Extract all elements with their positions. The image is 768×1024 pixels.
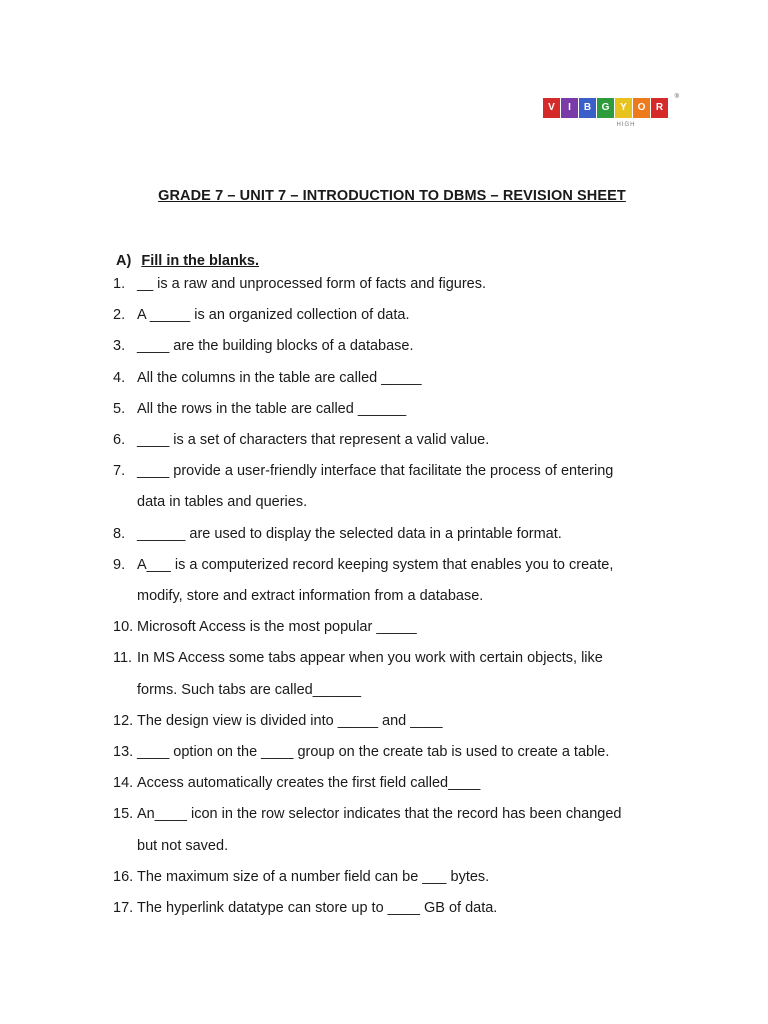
- logo-tile: R: [651, 98, 668, 118]
- question-text: but not saved.: [137, 837, 229, 854]
- section-heading: [116, 253, 259, 269]
- question-text: All the rows in the table are called ______: [137, 400, 407, 417]
- question-text: ______ are used to display the selected data in a printable format.: [137, 525, 562, 542]
- question-text: ____ provide a user-friendly interface that facilitate the process of entering: [137, 463, 614, 480]
- question-text: __ is a raw and unprocessed form of facts and figures.: [137, 276, 486, 292]
- question-number: 11.: [113, 650, 133, 667]
- question-number: 8.: [113, 525, 126, 542]
- question-number: 16.: [113, 868, 134, 885]
- question-number: 2.: [113, 307, 126, 324]
- question-text: data in tables and queries.: [137, 494, 308, 511]
- logo-tile: G: [597, 98, 614, 118]
- question-text: The hyperlink datatype can store up to ____ GB of data.: [137, 900, 498, 916]
- question-number: 9.: [113, 556, 126, 573]
- question-text: ____ option on the ____ group on the create tab is used to create a table.: [137, 744, 610, 760]
- question-text: The design view is divided into _____ and ____: [137, 712, 443, 729]
- question-text: In MS Access some tabs appear when you work with certain objects, like: [137, 650, 603, 667]
- school-logo: [543, 94, 679, 138]
- question-text: forms. Such tabs are called______: [137, 681, 362, 698]
- question-number: 10.: [113, 619, 134, 636]
- question-number: 15.: [113, 806, 134, 823]
- logo-tiles: [543, 98, 679, 118]
- logo-tile: I: [561, 98, 578, 118]
- question-text: A___ is a computerized record keeping system that enables you to create,: [137, 556, 614, 573]
- logo-subtext: HIGH: [616, 122, 636, 128]
- page-title: GRADE 7 – UNIT 7 – INTRODUCTION TO DBMS – REVISION SHEET: [158, 188, 626, 204]
- question-text: ____ are the building blocks of a database.: [137, 338, 414, 355]
- logo-tile: Y: [615, 98, 632, 118]
- question-number: 6.: [113, 432, 126, 448]
- question-number: 17.: [113, 900, 134, 916]
- question-number: 5.: [113, 400, 126, 417]
- question-text: ____ is a set of characters that represent a valid value.: [137, 432, 490, 448]
- question-text: modify, store and extract information from a database.: [137, 588, 484, 604]
- question-number: 14.: [113, 775, 134, 792]
- question-number: 4.: [113, 369, 126, 386]
- logo-tile: O: [633, 98, 650, 118]
- question-number: 1.: [113, 276, 126, 292]
- logo-trademark: ®: [674, 94, 679, 100]
- section-letter: A): [116, 253, 132, 269]
- logo-tile: V: [543, 98, 560, 118]
- question-text: Microsoft Access is the most popular _____: [137, 619, 417, 636]
- question-text: A _____ is an organized collection of data.: [137, 307, 410, 324]
- section-title: Fill in the blanks.: [141, 253, 259, 269]
- question-text: The maximum size of a number field can be ___ bytes.: [137, 868, 490, 885]
- question-text: An____ icon in the row selector indicates that the record has been changed: [137, 806, 622, 823]
- question-number: 12.: [113, 712, 134, 729]
- logo-tile: B: [579, 98, 596, 118]
- question-text: All the columns in the table are called _____: [137, 369, 422, 386]
- question-number: 13.: [113, 744, 134, 760]
- question-number: 3.: [113, 338, 126, 355]
- question-text: Access automatically creates the first field called____: [137, 775, 481, 792]
- question-number: 7.: [113, 463, 126, 480]
